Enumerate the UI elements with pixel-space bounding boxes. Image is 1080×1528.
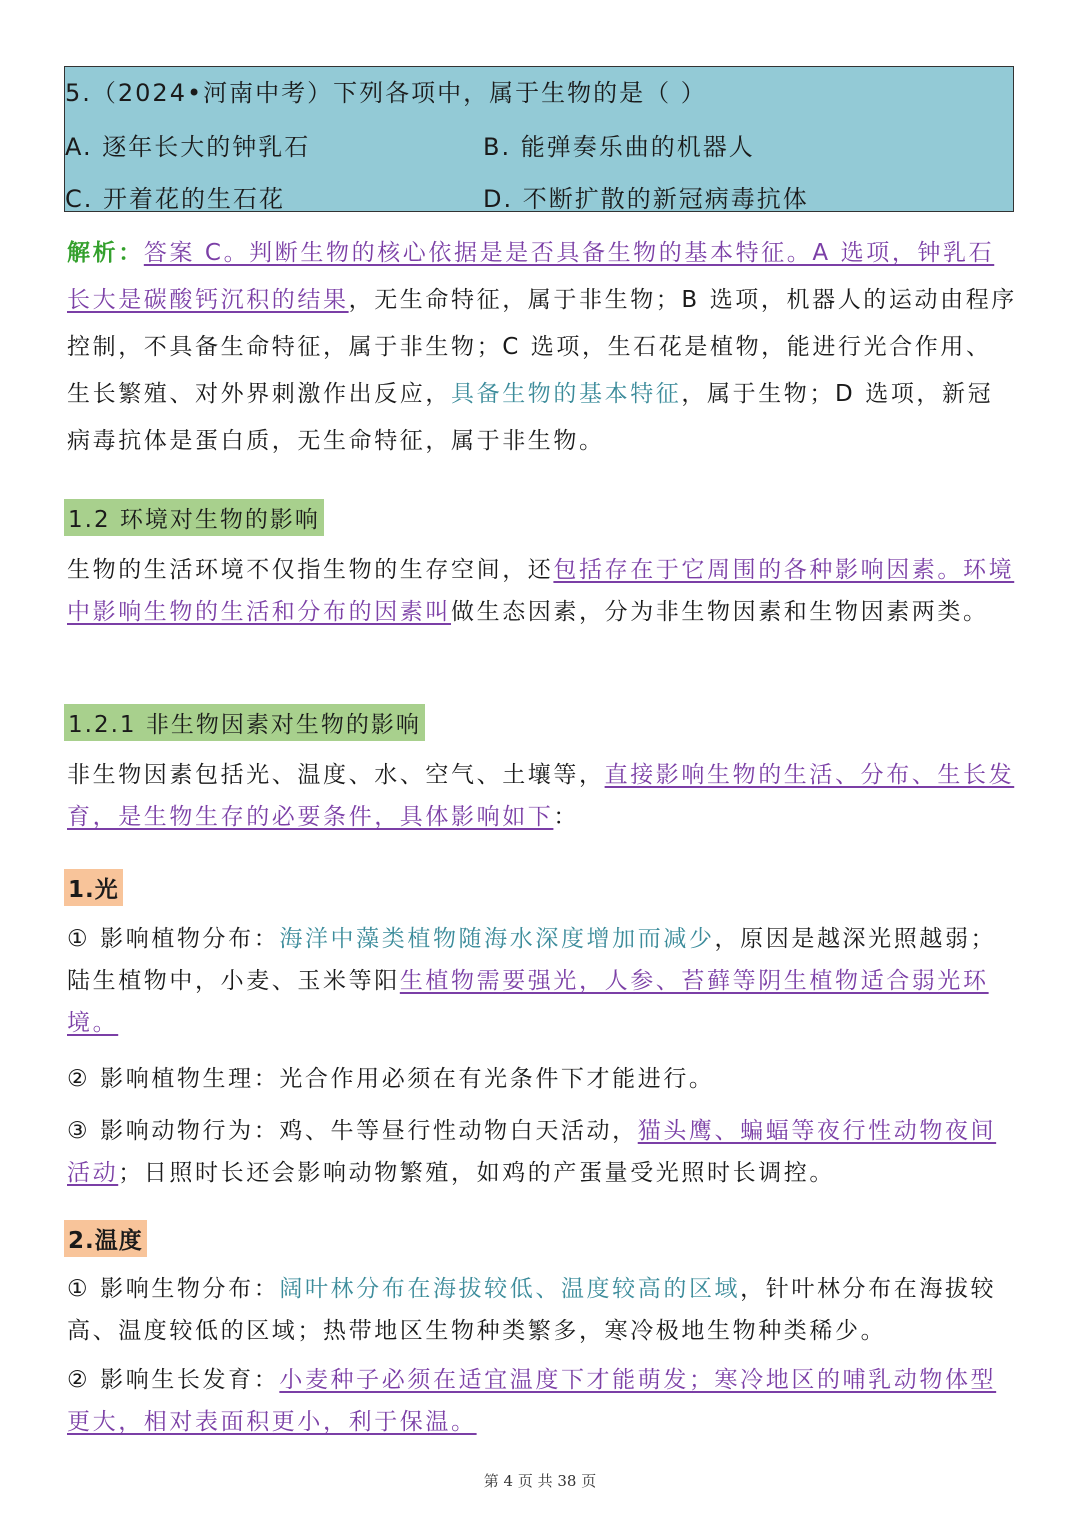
heading-1-2: 1.2 环境对生物的影响 <box>64 499 324 536</box>
light-i3-lead: ③ 影响动物行为：鸡、牛等昼行性动物白天活动， <box>67 1118 638 1144</box>
light-i3-text: ；日照时长还会影响动物繁殖，如鸡的产蛋量受光照时长调控。 <box>118 1160 836 1186</box>
temperature-item-2 <box>67 1359 1017 1443</box>
light-item-1 <box>67 918 1017 1044</box>
analysis-text-end: ，属于生物；D 选项，新冠病毒抗体是蛋白质，无生命特征，属于非生物。 <box>67 381 994 454</box>
temp-i1-teal: 阔叶林分布在海拔较低、温度较高的区域 <box>279 1276 741 1302</box>
temp-i2-highlight: 小麦种子必须在适宜温度下才能萌发；寒冷地区的哺乳动物体型更大，相对表面积更小，利于保温。 <box>67 1367 997 1435</box>
section-1-2-paragraph <box>67 549 1017 633</box>
light-i1-teal: 海洋中藻类植物随海水深度增加而减少 <box>279 926 715 952</box>
s121-text-1: 非生物因素包括光、温度、水、空气、土壤等， <box>67 762 605 788</box>
question-box <box>64 66 1014 212</box>
light-item-2: ② 影响植物生理：光合作用必须在有光条件下才能进行。 <box>67 1066 715 1092</box>
temperature-item-1 <box>67 1268 1017 1352</box>
option-c: C. 开着花的生石花 <box>65 185 286 213</box>
temp-i1-text: ，针叶林分布在海拔较高、温度较低的区域；热带地区生物种类繁多，寒冷极地生物种类稀少。 <box>67 1276 997 1344</box>
analysis-text: ，无生命特征，属于非生物；B 选项，机器人的运动由程序控制，不具备生命特征，属于非生物；C 选项，生石花是植物，能进行光合作用、生长繁殖、对外界刺激作出反应， <box>67 287 1017 407</box>
temp-i1-lead: ① 影响生物分布： <box>67 1276 280 1302</box>
light-i3-highlight: 猫头鹰、蝙蝠等夜行性动物夜间活动 <box>67 1118 997 1186</box>
option-d: D. 不断扩散的新冠病毒抗体 <box>483 185 809 213</box>
light-i1-text: ，原因是越深光照越弱；陆生植物中，小麦、玉米等阳 <box>67 926 997 994</box>
s12-highlight: 包括存在于它周围的各种影响因素。环境中影响生物的生活和分布的因素叫 <box>67 557 1015 625</box>
temp-i2-lead: ② 影响生长发育： <box>67 1367 280 1393</box>
analysis-answer-highlight: 答案 C。判断生物的核心依据是是否具备生物的基本特征。A 选项，钟乳石长大是碳酸钙沉积的结果 <box>67 240 995 313</box>
s12-text-2: 做生态因素，分为非生物因素和生物因素两类。 <box>451 599 989 625</box>
light-i1-highlight: 生植物需要强光，人参、苔藓等阴生植物适合弱光环境。 <box>67 968 989 1036</box>
section-1-2-1-paragraph <box>67 754 1017 838</box>
light-i1-lead: ① 影响植物分布： <box>67 926 280 952</box>
option-b: B. 能弹奏乐曲的机器人 <box>483 133 755 161</box>
s121-text-2: ： <box>553 804 580 830</box>
analysis-teal-highlight: 具备生物的基本特征 <box>451 381 682 407</box>
option-a: A. 逐年长大的钟乳石 <box>65 133 311 161</box>
analysis-paragraph <box>67 230 1017 465</box>
s121-highlight: 直接影响生物的生活、分布、生长发育，是生物生存的必要条件，具体影响如下 <box>67 762 1015 830</box>
heading-light: 1.光 <box>64 869 123 906</box>
light-item-3 <box>67 1110 1017 1194</box>
heading-1-2-1: 1.2.1 非生物因素对生物的影响 <box>64 704 425 741</box>
heading-temperature: 2.温度 <box>64 1220 147 1257</box>
page-footer: 第 4 页 共 38 页 <box>483 1472 597 1490</box>
s12-text-1: 生物的生活环境不仅指生物的生存空间，还 <box>67 557 554 583</box>
analysis-label: 解析： <box>67 240 144 266</box>
question-stem: 5.（2024•河南中考）下列各项中，属于生物的是（ ） <box>65 79 707 107</box>
